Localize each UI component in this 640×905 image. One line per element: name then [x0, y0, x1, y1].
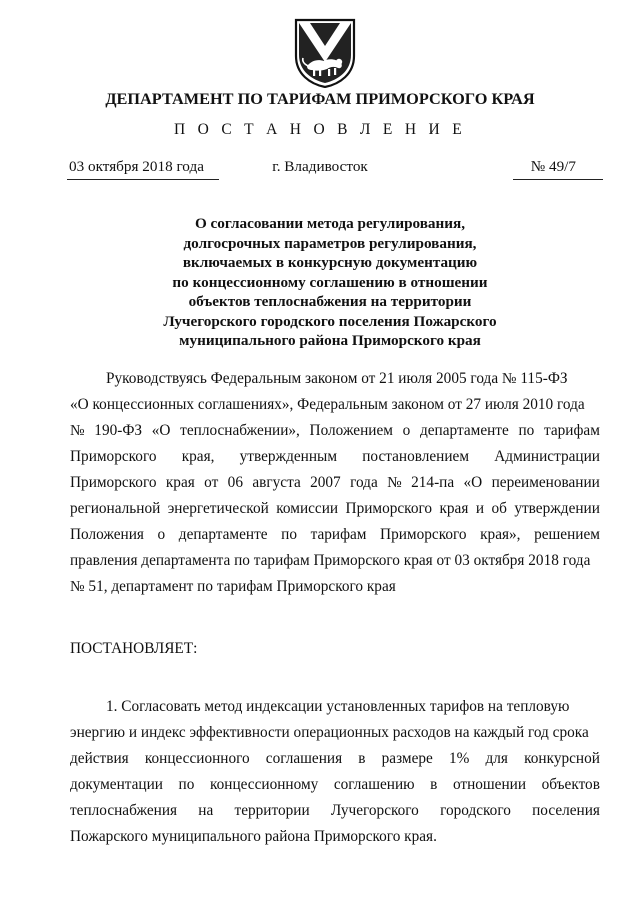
word: августа [252, 474, 301, 491]
word: Лучегорского [330, 802, 419, 819]
word: края [439, 500, 469, 517]
word: Приморского [345, 500, 433, 517]
word: года [350, 474, 378, 491]
word: Приморского [380, 526, 467, 543]
preamble-line [70, 444, 600, 470]
preamble-line: «О концессионных соглашениях», Федеральным законом от 27 июля 2010 года [70, 396, 585, 413]
word: комиссии [276, 500, 339, 517]
word: о [402, 422, 411, 439]
word: теплоснабжении», [180, 422, 300, 439]
word: «О [151, 422, 171, 439]
document-type: П О С Т А Н О В Л Е Н И Е [174, 121, 466, 138]
word: в [430, 776, 438, 793]
word: региональной [70, 500, 161, 517]
word: департаменте [419, 422, 509, 439]
word: соглашения [265, 750, 343, 767]
word: о [157, 526, 166, 543]
word: документации [70, 776, 163, 793]
item-line: энергию и индекс эффективности операционных расходов на каждый год срока [70, 724, 589, 741]
word: постановлением [362, 448, 470, 465]
word: переименовании [491, 474, 600, 491]
word: 06 [227, 474, 243, 491]
preamble-line: № 51, департамент по тарифам Приморского края [70, 578, 396, 595]
item-line [70, 798, 600, 824]
word: об [491, 500, 507, 517]
word: по [281, 526, 297, 543]
word: конкурсной [524, 750, 600, 767]
word: объектов [541, 776, 600, 793]
word: Приморского [70, 448, 157, 465]
number-underline [513, 179, 603, 180]
preamble-line: Руководствуясь Федеральным законом от 21 июля 2005 года № 115-ФЗ [106, 370, 568, 387]
word: Положением [309, 422, 393, 439]
document-date: 03 октября 2018 года [69, 158, 204, 175]
word: соглашению [333, 776, 415, 793]
title-line: Лучегорского городского поселения Пожарского [163, 312, 497, 330]
item-1-paragraph [70, 694, 600, 850]
word: для [485, 750, 508, 767]
word: 1% [448, 750, 470, 767]
item-line: 1. Согласовать метод индексации установленных тарифов на тепловую [106, 698, 570, 715]
preamble-line [70, 496, 600, 522]
title-line: по концессионному соглашению в отношении [172, 273, 488, 291]
word: департаменте [178, 526, 268, 543]
department-name: ДЕПАРТАМЕНТ ПО ТАРИФАМ ПРИМОРСКОГО КРАЯ [105, 89, 535, 108]
title-line: долгосрочных параметров регулирования, [183, 234, 477, 252]
decree-heading: ПОСТАНОВЛЯЕТ: [70, 640, 198, 657]
item-line: Пожарского муниципального района Приморского края. [70, 828, 437, 845]
word: Администрации [494, 448, 600, 465]
word: концессионного [144, 750, 250, 767]
document-number: № 49/7 [530, 158, 576, 175]
word: отношении [452, 776, 527, 793]
word: по [178, 776, 195, 793]
title-line: включаемых в конкурсную документацию [182, 254, 478, 271]
title-line: муниципального района Приморского края [179, 332, 481, 349]
word: размере [381, 750, 433, 767]
word: по [518, 422, 535, 439]
title-line: объектов теплоснабжения на территории [188, 293, 472, 310]
word: концессионному [209, 776, 319, 793]
word: действия [70, 750, 129, 767]
word: и [475, 500, 484, 517]
word: поселения [532, 802, 600, 819]
word: края», [480, 526, 521, 543]
word: городского [440, 802, 511, 819]
preamble-paragraph [70, 366, 600, 600]
item-line [70, 772, 600, 798]
preamble-line [70, 522, 600, 548]
word: от [204, 474, 219, 491]
word: тарифам [310, 526, 367, 543]
word: утвержденным [239, 448, 338, 465]
date-underline [67, 179, 219, 180]
document-city: г. Владивосток [272, 158, 368, 175]
word: № [387, 474, 402, 491]
word: тарифам [544, 422, 600, 439]
coat-of-arms-icon [294, 18, 356, 88]
preamble-line: правления департамента по тарифам Приморского края от 03 октября 2018 года [70, 552, 591, 569]
preamble-line [70, 470, 600, 496]
word: 190-ФЗ [94, 422, 143, 439]
word: территории [234, 802, 310, 819]
item-line [70, 746, 600, 772]
word: «О [463, 474, 483, 491]
word: утверждении [514, 500, 600, 517]
word: энергетической [167, 500, 269, 517]
word: теплоснабжения [70, 802, 178, 819]
word: 214-па [411, 474, 455, 491]
word: в [358, 750, 366, 767]
word: края, [181, 448, 215, 465]
word: № [70, 422, 85, 439]
preamble-line [70, 418, 600, 444]
word: решением [534, 526, 600, 543]
word: Положения [70, 526, 144, 543]
title-line: О согласовании метода регулирования, [194, 215, 466, 232]
document-title [120, 214, 540, 351]
word: 2007 [310, 474, 341, 491]
word: на [198, 802, 214, 819]
word: края [165, 474, 195, 491]
word: Приморского [70, 474, 157, 491]
